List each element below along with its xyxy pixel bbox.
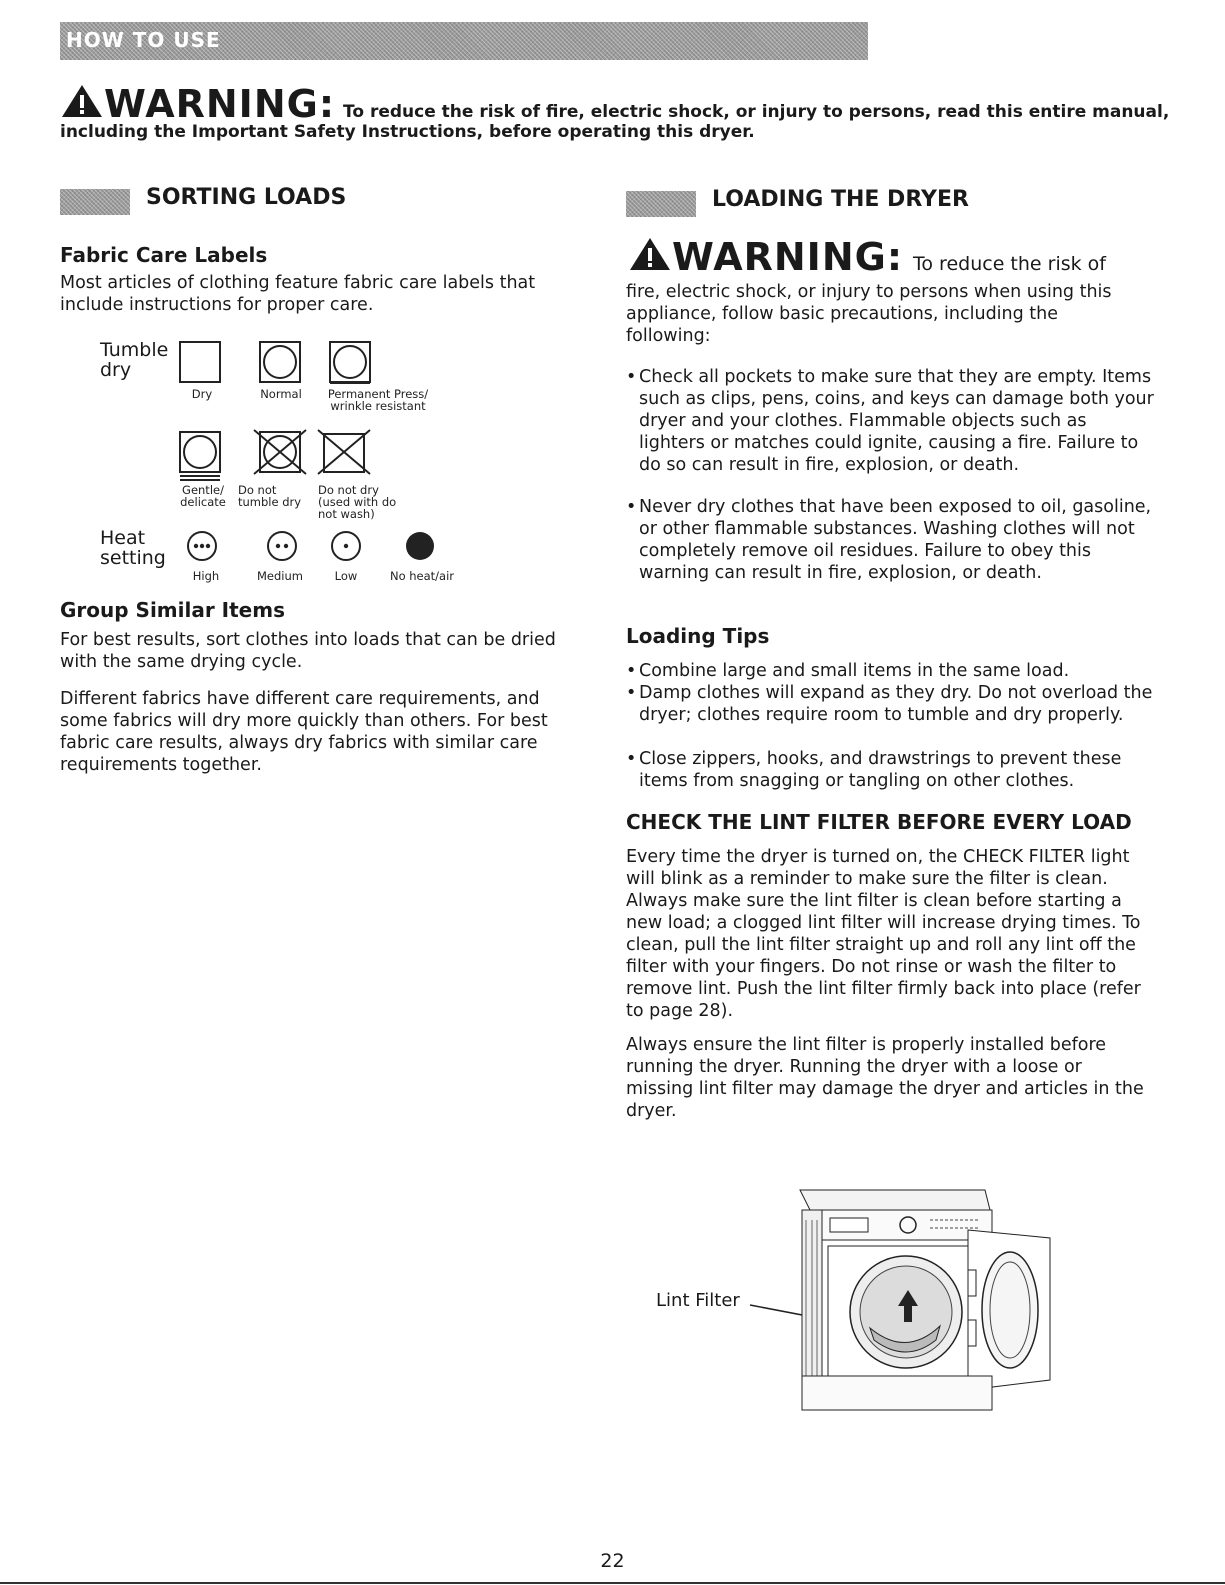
warning-triangle-icon [628,236,672,272]
lint-filter-text-1: Every time the dryer is turned on, the CHECK FILTER light will blink as a reminder to make sure the filter is clean. Always make sure the lint filter is clean before starting a new load; a clogged lint filter will increase drying times. To clean, pull the lint filter straight up and roll any lint off the filter with your fingers. Do not rinse or wash the filter to remove lint. Push the lint filter firmly back into place (refer to page 28). [626,847,1141,1021]
medium-heat-icon [268,532,296,560]
fabric-care-title: Fabric Care Labels [60,243,268,267]
gentle-delicate-icon [180,432,220,480]
list-item: • Never dry clothes that have been exposed to oil, gasoline, or other flammable substances. Washing clothes will not completely remove oil residues. Failure to obey this warning can result in fire, explosion, or death. [626,497,1152,583]
warning-triangle-icon [60,83,104,119]
low-caption: Low [334,569,358,583]
heading-marker [626,191,696,217]
tumble-dry-label: Tumble dry [100,339,169,381]
dryer-illustration [740,1180,1070,1430]
group-similar-title: Group Similar Items [60,598,285,622]
high-caption: High [192,569,220,583]
heat-setting-label: Heat setting [100,527,166,569]
loading-tips-title: Loading Tips [626,624,770,648]
bottom-divider [0,1582,1225,1584]
special-dry-symbols [178,430,378,485]
warning-text-line1: To reduce the risk of fire, electric shock, or injury to persons, read this entire manual, [343,102,1170,122]
heading-marker [60,189,130,215]
lint-filter-heading: CHECK THE LINT FILTER BEFORE EVERY LOAD [626,810,1132,834]
do-not-dry-caption: Do not dry (used with do not wash) [318,483,397,521]
warning-text-line2: including the Important Safety Instructions, before operating this dryer. [60,122,755,142]
top-warning [60,82,1180,126]
loading-dryer-heading [626,187,1026,217]
heat-setting-symbols [186,530,446,564]
list-item: • Close zippers, hooks, and drawstrings to prevent these items from snagging or tangling on other clothes. [626,749,1122,791]
warning-word: WARNING: [672,235,904,279]
list-item: • Combine large and small items in the same load. [626,661,1070,681]
medium-caption: Medium [257,569,303,583]
list-item: • Check all pockets to make sure that they are empty. Items such as clips, pens, coins, and keys can damage both your dryer and your clothes. Flammable objects such as lighters or matches could ignite, causing a fire. Failure to do so can result in fire, explosion, or death. [626,367,1154,475]
loading-warning-text: fire, electric shock, or injury to persons when using this appliance, follow basic precautions, including the following: [626,282,1112,346]
banner-title: HOW TO USE [66,28,221,52]
no-heat-caption: No heat/air [389,569,455,583]
lint-filter-text-2: Always ensure the lint filter is properly installed before running the dryer. Running the dryer with a loose or missing lint filter may damage the dryer and articles in the dryer. [626,1035,1144,1121]
sorting-loads-title: SORTING LOADS [146,185,347,210]
fabric-care-text: Most articles of clothing feature fabric care labels that include instructions for proper care. [60,273,536,315]
dry-caption: Dry [191,387,213,401]
section-banner [60,22,868,60]
permanent-press-icon [330,342,370,383]
do-not-tumble-dry-icon [254,430,306,474]
group-similar-text-2: Different fabrics have different care requirements, and some fabrics will dry more quickly than others. For best fabric care results, always dry fabrics with similar care requirements together. [60,689,548,775]
do-not-dry-icon [318,430,370,474]
gentle-caption: Gentle/ delicate [180,483,226,509]
warning-inline-text: To reduce the risk of [913,253,1106,275]
dry-square-icon [180,342,220,382]
low-heat-icon [332,532,360,560]
loading-warning [628,235,1106,279]
no-heat-icon [406,532,434,560]
tumble-dry-symbols [178,340,378,385]
high-heat-icon [188,532,216,560]
normal-symbol-icon [260,342,300,382]
list-item: • Damp clothes will expand as they dry. Do not overload the dryer; clothes require room to tumble and dry properly. [626,683,1153,725]
lint-filter-label: Lint Filter [656,1290,740,1311]
normal-caption: Normal [260,387,302,401]
sorting-loads-heading [60,185,460,215]
loading-dryer-title: LOADING THE DRYER [712,187,969,212]
do-not-tumble-caption: Do not tumble dry [238,483,302,509]
permanent-press-caption: Permanent Press/ wrinkle resistant [327,387,429,413]
page-number: 22 [600,1550,625,1572]
group-similar-text-1: For best results, sort clothes into loads that can be dried with the same drying cycle. [60,630,556,672]
warning-word: WARNING: [104,82,336,126]
